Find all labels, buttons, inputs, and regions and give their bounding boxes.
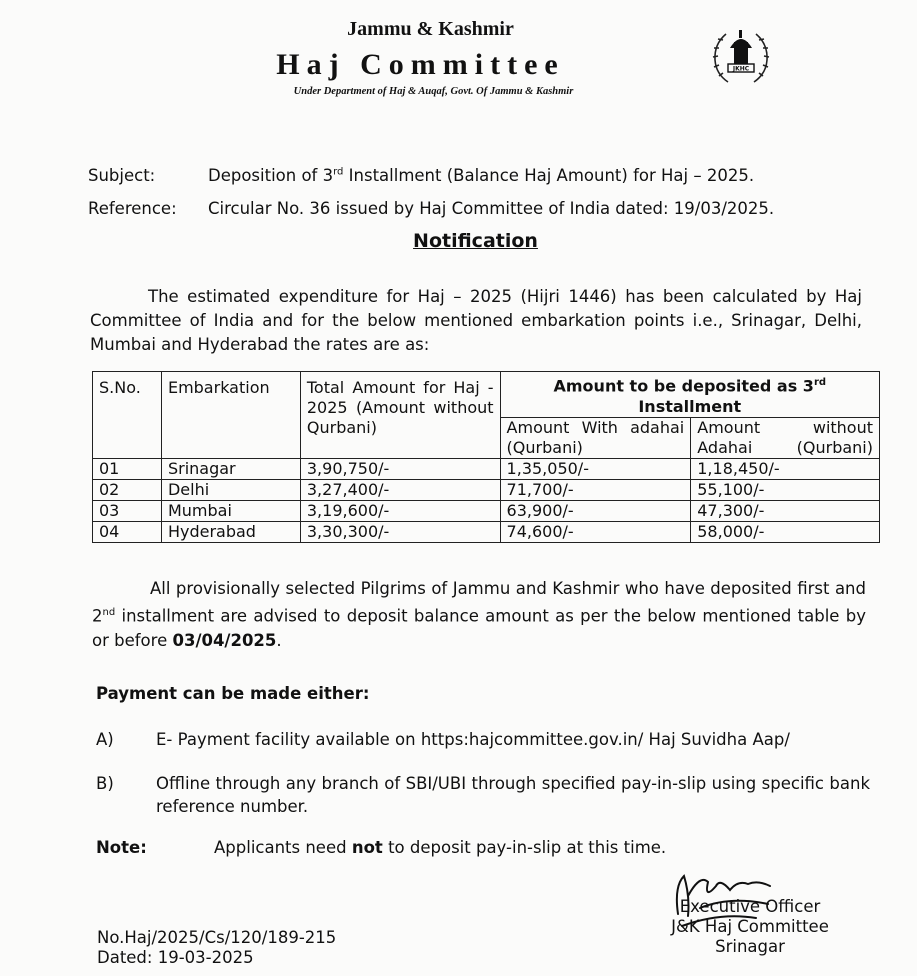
signatory-designation: Executive Officer [679,897,821,916]
document-date: Dated: 19-03-2025 [97,948,254,967]
payment-option [96,728,870,751]
cell-sno: 03 [93,501,162,522]
header-installment-group: Amount to be deposited as 3rd Installment [500,372,879,418]
cell-sno: 01 [93,459,162,480]
signatory-org: J&K Haj Committee [671,917,829,936]
haj-committee-seal-icon [706,22,776,92]
header-without-adahi: Amount without Adahai (Qurbani) [691,418,880,459]
subject-text: Deposition of 3rd Installment (Balance Haj Amount) for Haj – 2025. [208,166,755,185]
cell-with-adahi: 74,600/- [500,522,691,543]
cell-total: 3,90,750/- [300,459,500,480]
svg-text:JKHC: JKHC [732,65,750,73]
cell-total: 3,19,600/- [300,501,500,522]
header-embarkation: Embarkation [161,372,300,459]
option-marker: A) [96,730,114,749]
advice-paragraph: All provisionally selected Pilgrims of Jammu and Kashmir who have deposited first and 2nd installment are advised to deposit balance amount as per the below mentioned table by or before 03/04/2025. [92,579,866,650]
reference-text: Circular No. 36 issued by Haj Committee of India dated: 19/03/2025. [208,199,775,218]
rates-table [92,371,880,543]
option-text: Offline through any branch of SBI/UBI through specified pay-in-slip using specific bank reference number. [156,774,870,816]
intro-paragraph: The estimated expenditure for Haj – 2025 (Hijri 1446) has been calculated by Haj Committee of India and for the below mentioned embarkation points i.e., Srinagar, Delhi, Mumbai and Hyderabad the rates are as: [90,287,862,354]
cell-with-adahi: 71,700/- [500,480,691,501]
cell-sno: 02 [93,480,162,501]
cell-with-adahi: 63,900/- [500,501,691,522]
cell-sno: 04 [93,522,162,543]
table-row [93,480,880,501]
cell-without-adahi: 47,300/- [691,501,880,522]
note-label: Note: [96,838,147,857]
cell-place: Hyderabad [161,522,300,543]
signatory-place: Srinagar [715,937,785,956]
document-number: No.Haj/2025/Cs/120/189-215 [97,928,337,947]
cell-without-adahi: 58,000/- [691,522,880,543]
option-marker: B) [96,774,114,793]
notification-title: Notification [413,230,538,252]
header-with-adahi: Amount With adahai (Qurbani) [500,418,691,459]
deadline-date: 03/04/2025 [172,630,277,650]
table-row [93,522,880,543]
payment-heading: Payment can be made either: [96,684,370,703]
cell-place: Delhi [161,480,300,501]
cell-total: 3,27,400/- [300,480,500,501]
subject-line [88,166,754,185]
letterhead-title: Haj Committee [276,48,565,81]
header-total-amount: Total Amount for Haj - 2025 (Amount without Qurbani) [300,372,500,459]
cell-with-adahi: 1,35,050/- [500,459,691,480]
header-sno: S.No. [93,372,162,459]
cell-without-adahi: 1,18,450/- [691,459,880,480]
payment-option [96,772,870,818]
cell-without-adahi: 55,100/- [691,480,880,501]
reference-line [88,199,774,218]
table-row [93,459,880,480]
document-footer [97,928,336,968]
note-line: Note: Applicants need not to deposit pay-in-slip at this time. [96,838,667,857]
table-row [93,501,880,522]
subject-label: Subject: [88,166,156,185]
option-text: E- Payment facility available on https:hajcommittee.gov.in/ Haj Suvidha Aap/ [156,730,790,749]
letterhead-subtitle: Under Department of Haj & Auqaf, Govt. Of Jammu & Kashmir [293,86,574,97]
cell-place: Srinagar [161,459,300,480]
signature-block [650,897,850,957]
letterhead-region: Jammu & Kashmir [347,18,514,40]
cell-total: 3,30,300/- [300,522,500,543]
reference-label: Reference: [88,199,177,218]
cell-place: Mumbai [161,501,300,522]
